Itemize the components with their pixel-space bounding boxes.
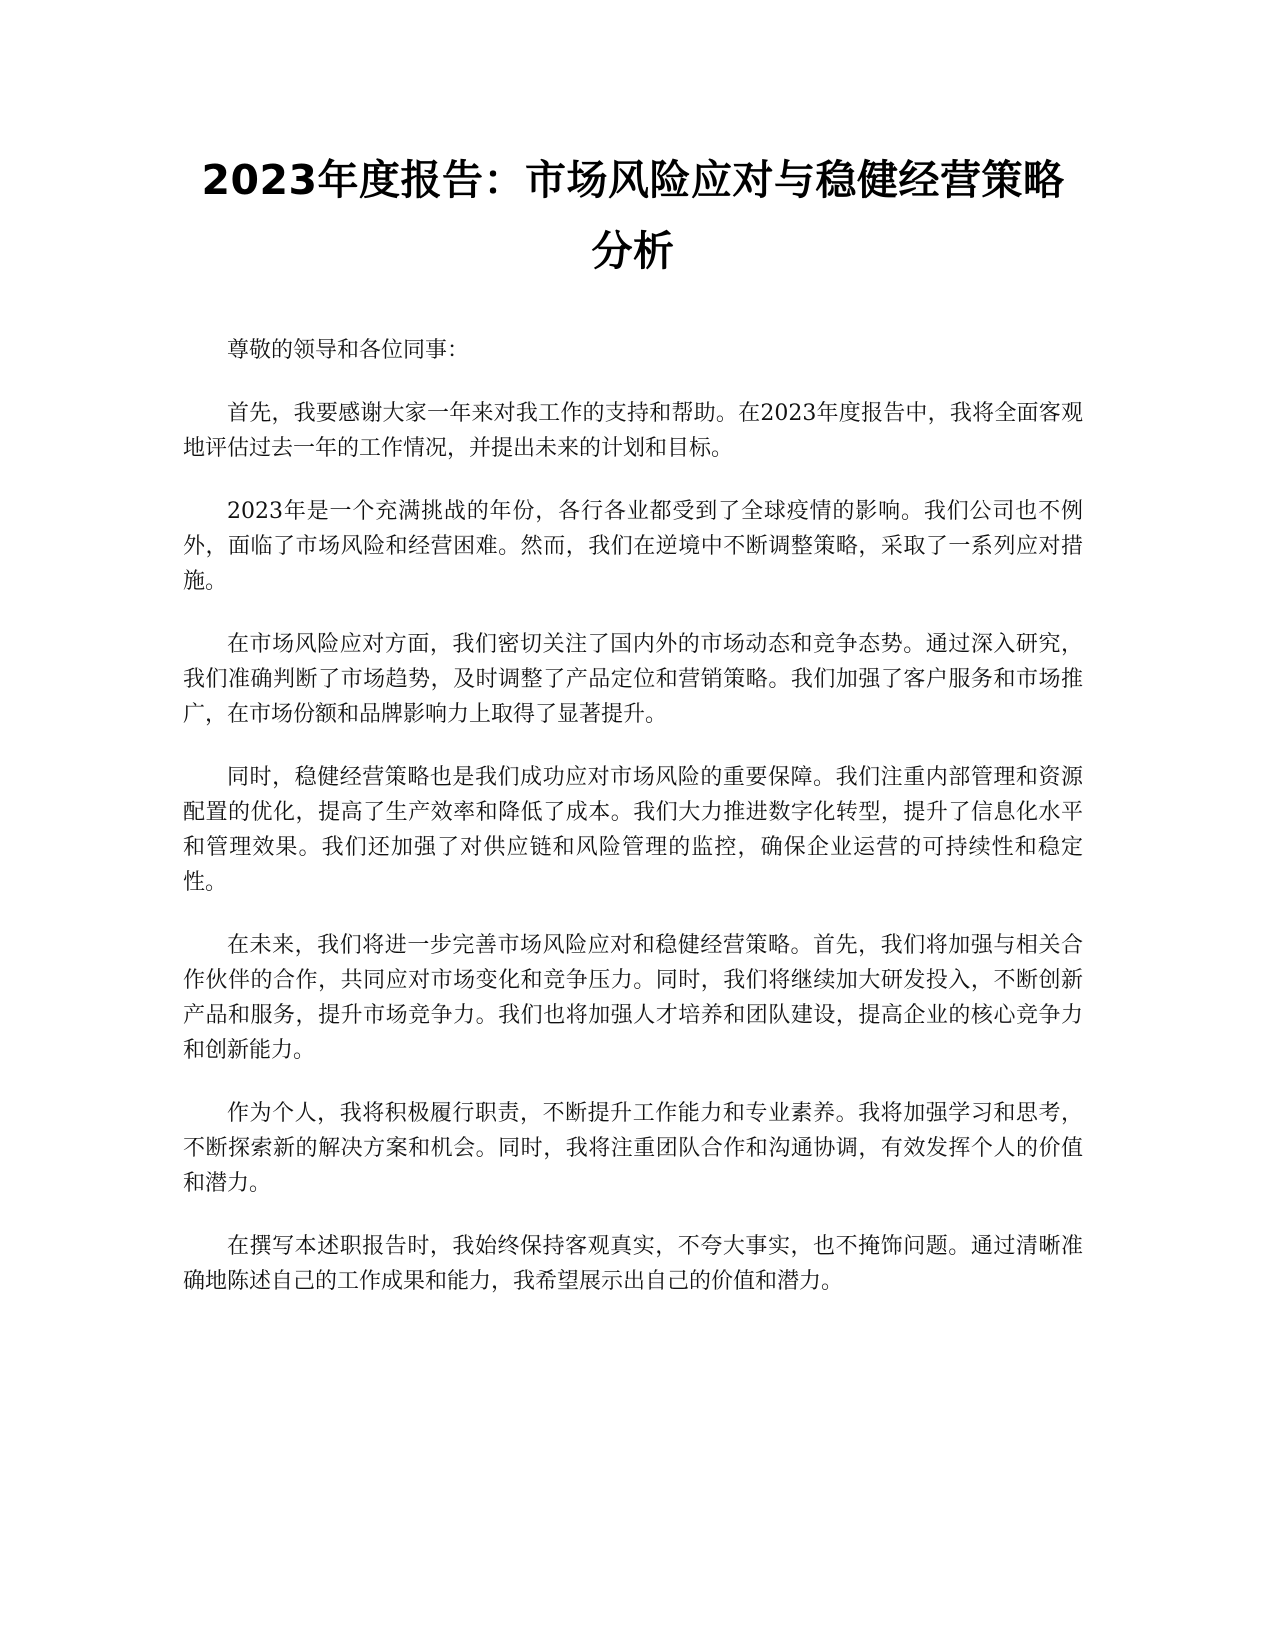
- document-title: 2023年度报告：市场风险应对与稳健经营策略分析: [201, 156, 1065, 275]
- paragraph-market-risk: 在市场风险应对方面，我们密切关注了国内外的市场动态和竞争态势。通过深入研究，我们准确判断了市场趋势，及时调整了产品定位和营销策略。我们加强了客户服务和市场推广，在市场份额和品牌影响力上取得了显著提升。: [183, 632, 1083, 727]
- paragraph-steady-operations: 同时，稳健经营策略也是我们成功应对市场风险的重要保障。我们注重内部管理和资源配置的优化，提高了生产效率和降低了成本。我们大力推进数字化转型，提升了信息化水平和管理效果。我们还加强了对供应链和风险管理的监控，确保企业运营的可持续性和稳定性。: [183, 765, 1083, 895]
- paragraph-challenges: 2023年是一个充满挑战的年份，各行各业都受到了全球疫情的影响。我们公司也不例外，面临了市场风险和经营困难。然而，我们在逆境中不断调整策略，采取了一系列应对措施。: [183, 499, 1083, 594]
- salutation: 尊敬的领导和各位同事：: [227, 338, 470, 363]
- paragraph-thanks: 首先，我要感谢大家一年来对我工作的支持和帮助。在2023年度报告中，我将全面客观地评估过去一年的工作情况，并提出未来的计划和目标。: [183, 401, 1083, 461]
- document-body: [183, 145, 1083, 1299]
- paragraph-future-plans: 在未来，我们将进一步完善市场风险应对和稳健经营策略。首先，我们将加强与相关合作伙伴的合作，共同应对市场变化和竞争压力。同时，我们将继续加大研发投入，不断创新产品和服务，提升市场竞争力。我们也将加强人才培养和团队建设，提高企业的核心竞争力和创新能力。: [183, 933, 1083, 1063]
- paragraph-personal-commitment: 作为个人，我将积极履行职责，不断提升工作能力和专业素养。我将加强学习和思考，不断探索新的解决方案和机会。同时，我将注重团队合作和沟通协调，有效发挥个人的价值和潜力。: [183, 1101, 1083, 1196]
- paragraph-closing: 在撰写本述职报告时，我始终保持客观真实，不夸大事实，也不掩饰问题。通过清晰准确地陈述自己的工作成果和能力，我希望展示出自己的价值和潜力。: [183, 1234, 1083, 1294]
